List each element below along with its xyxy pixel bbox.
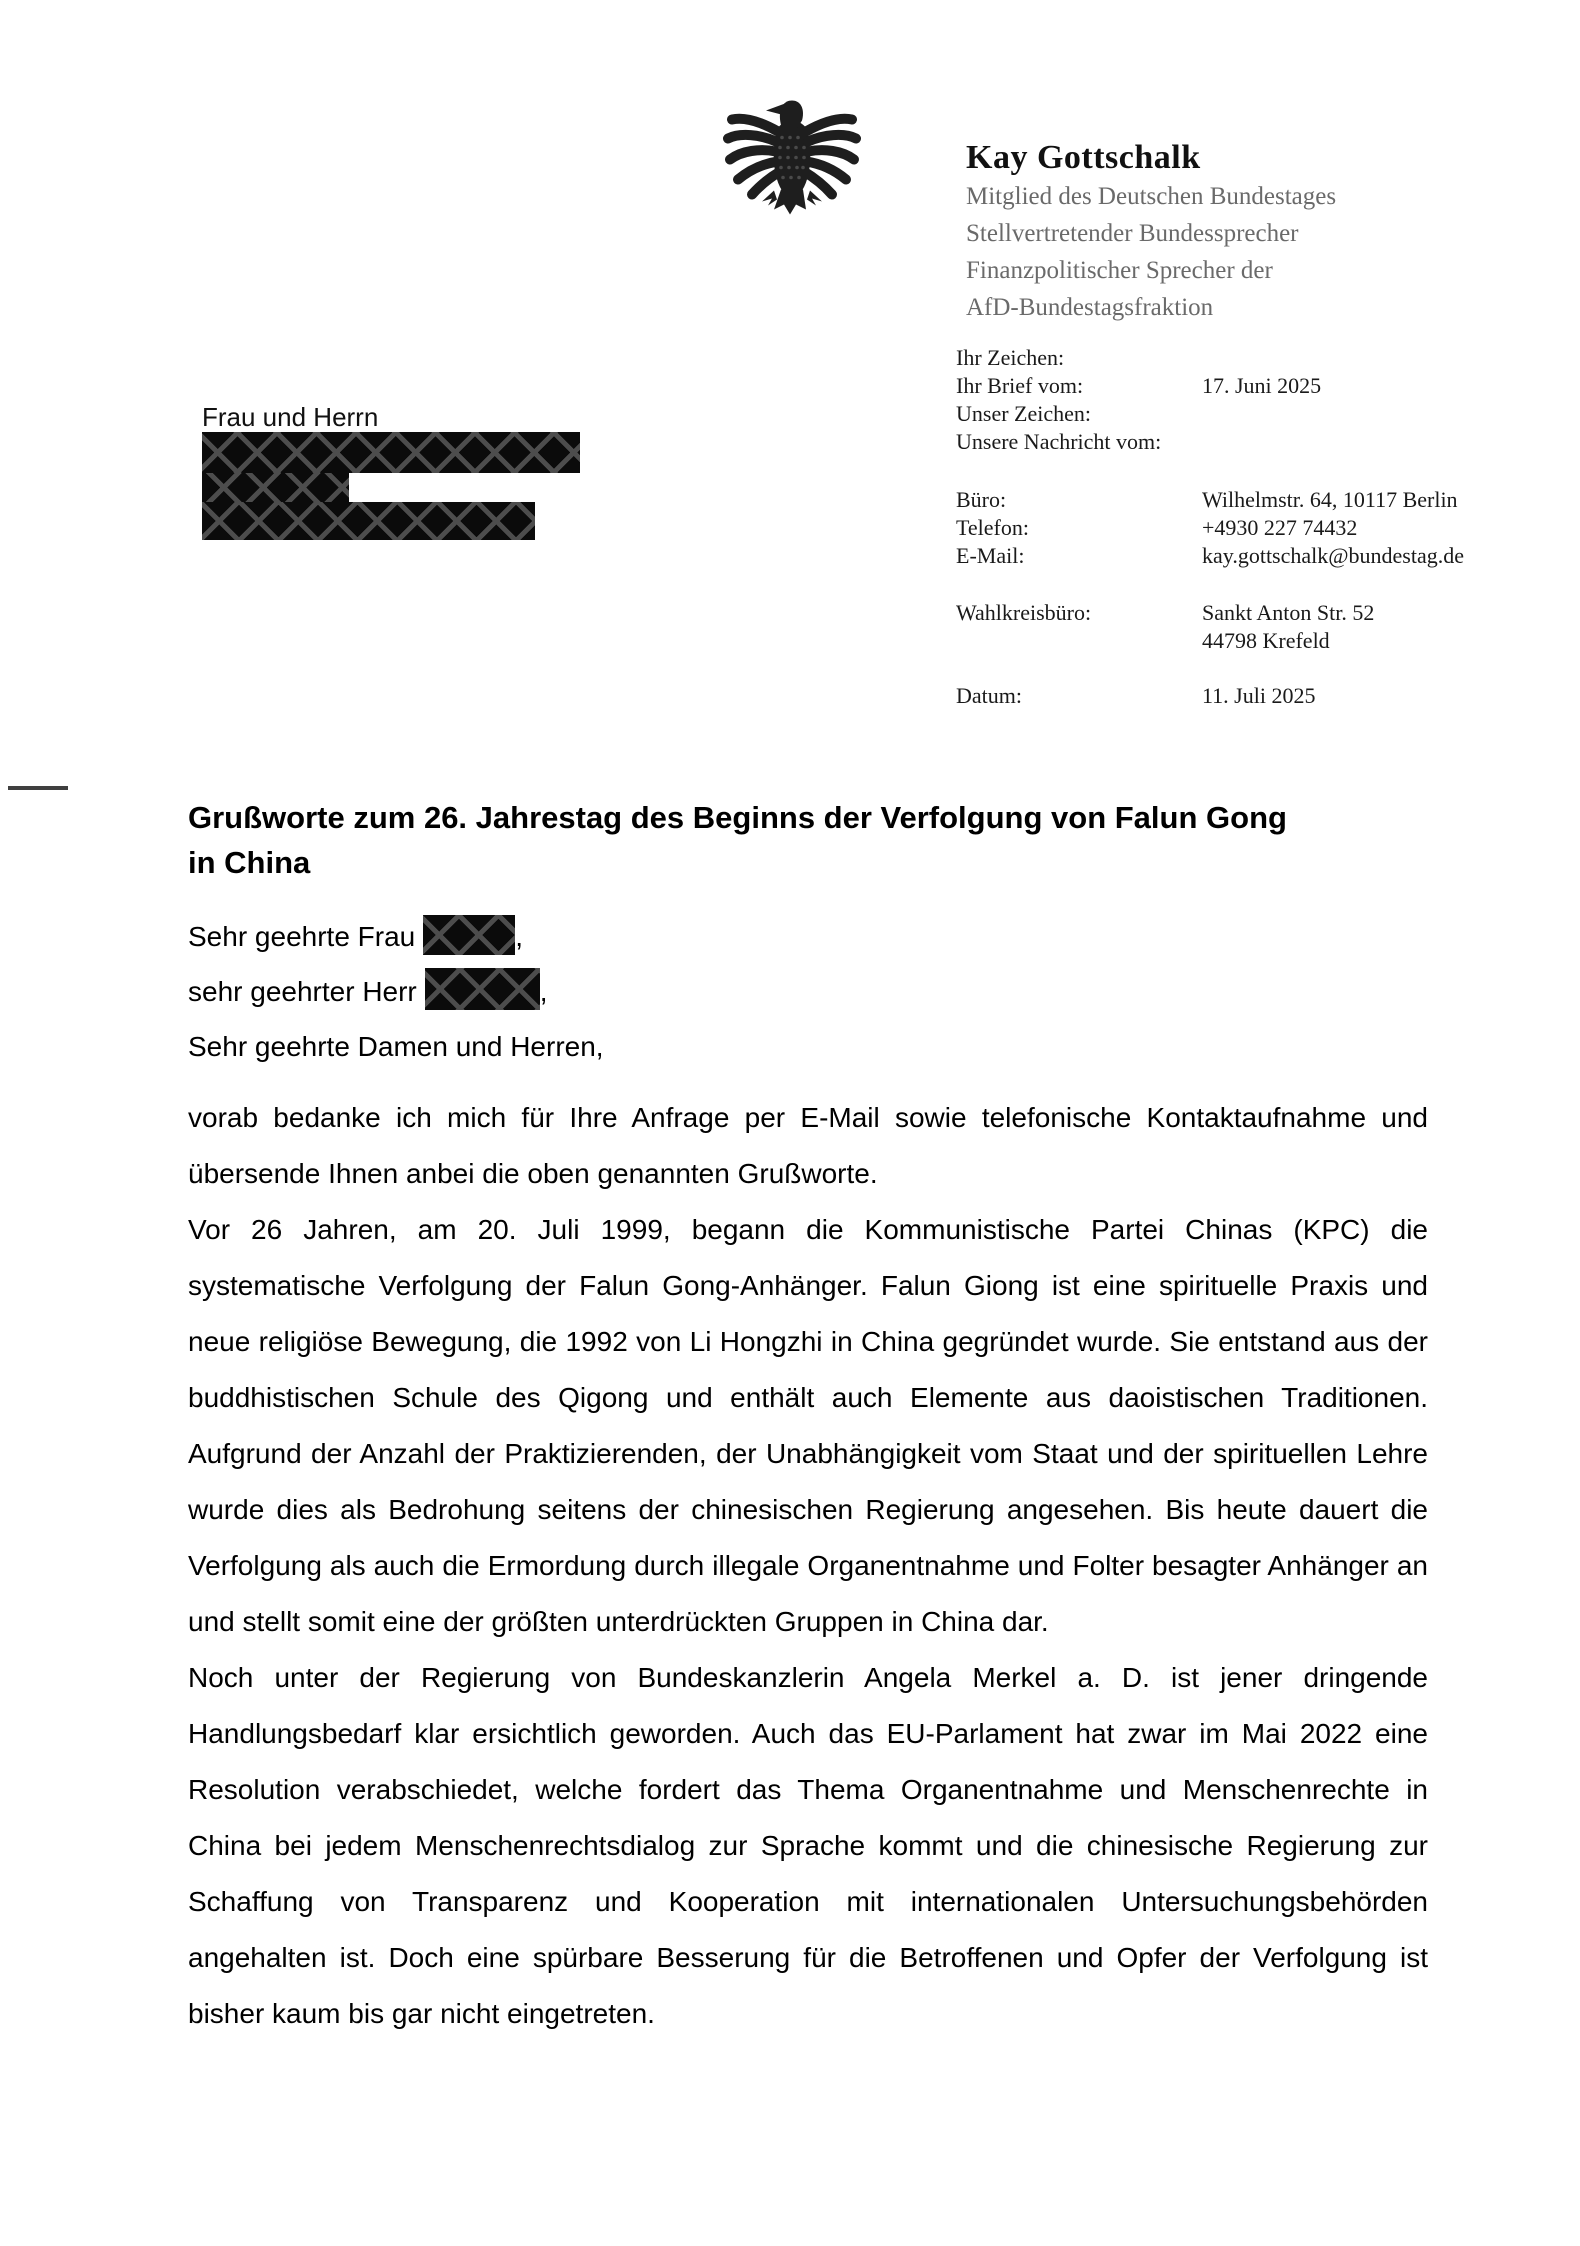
- subject-line: Grußworte zum 26. Jahrestag des Beginns der Verfolgung von Falun Gong in China: [188, 800, 1287, 880]
- letter-date: 11. Juli 2025: [1202, 683, 1316, 708]
- paragraph: Noch unter der Regierung von Bundeskanzlerin Angela Merkel a. D. ist jener dringende Handlungsbedarf klar ersichtlich geworden. Auch das EU-Parlament hat zwar im Mai 2022 eine Resolution verabschiedet, welche fordert das Thema Organentnahme und Menschenrechte in China bei jedem Menschenrechtsdialog zur Sprache kommt und die chinesische Regierung zur Schaffung von Transparenz und Kooperation mit internationalen Untersuchungsbehörden angehalten ist. Doch eine spürbare Besserung für die Betroffenen und Opfer der Verfolgung ist bisher kaum bis gar nicht eingetreten.: [188, 1662, 1428, 2029]
- meta-spacer: [956, 456, 1516, 486]
- recipient-salutation-line: Frau und Herrn: [202, 402, 379, 432]
- salutation-comma: ,: [539, 976, 548, 1007]
- salutation-herr: [188, 964, 1428, 1019]
- recipient-address: [202, 402, 580, 540]
- redacted-recipient-city: [202, 502, 535, 540]
- redacted-recipient-street: [202, 473, 349, 502]
- sender-role: Finanzpolitischer Sprecher der: [966, 257, 1273, 284]
- sender-role: Mitglied des Deutschen Bundestages: [966, 183, 1337, 210]
- redacted-name-frau: [423, 915, 515, 955]
- phone-number: +4930 227 74432: [1202, 515, 1358, 540]
- paragraph: vorab bedanke ich mich für Ihre Anfrage per E-Mail sowie telefonische Kontaktaufnahme und übersende Ihnen anbei die oben genannten Grußworte.: [188, 1102, 1428, 1189]
- meta-row-wahlkreisbuero: [956, 599, 1516, 627]
- meta-label: Büro:: [956, 487, 1007, 512]
- salutation-block: [188, 909, 1428, 1074]
- meta-value: 17. Juni 2025: [1202, 373, 1322, 398]
- meta-label: Ihr Zeichen:: [956, 345, 1065, 370]
- salutation-comma: ,: [515, 921, 524, 952]
- meta-label: Unser Zeichen:: [956, 401, 1091, 426]
- meta-row-email: [956, 542, 1516, 570]
- salutation-frau: [188, 909, 1428, 964]
- office-address: Wilhelmstr. 64, 10117 Berlin: [1202, 487, 1458, 512]
- meta-row-ihr-brief-vom: [956, 372, 1516, 400]
- sender-role: AfD-Bundestagsfraktion: [966, 294, 1214, 321]
- meta-row-wahlkreisbuero-city: [956, 627, 1516, 655]
- meta-label: [956, 627, 1202, 655]
- salutation-damen-herren: Sehr geehrte Damen und Herren,: [188, 1031, 604, 1062]
- bundestag-eagle-icon: [722, 92, 862, 220]
- paragraph: Vor 26 Jahren, am 20. Juli 1999, begann die Kommunistische Partei Chinas (KPC) die systematische Verfolgung der Falun Gong-Anhänger. Falun Giong ist eine spirituelle Praxis und neue religiöse Bewegung, die 1992 von Li Hongzhi in China gegründet wurde. Sie entstand aus der buddhistischen Schule des Qigong und enthält auch Elemente aus daoistischen Traditionen. Aufgrund der Anzahl der Praktizierenden, der Unabhängigkeit vom Staat und der spirituellen Lehre wurde dies als Bedrohung seitens der chinesischen Regierung angesehen. Bis heute dauert die Verfolgung als auch die Ermordung durch illegale Organentnahme und Folter besagter Anhänger an und stellt somit eine der größten unterdrückten Gruppen in China dar.: [188, 1214, 1428, 1637]
- district-office-city: 44798 Krefeld: [1202, 628, 1330, 653]
- fold-mark: [8, 786, 68, 790]
- meta-label: Telefon:: [956, 515, 1029, 540]
- meta-row-buero: [956, 486, 1516, 514]
- letter-body: [188, 1090, 1428, 2042]
- meta-label: Datum:: [956, 683, 1022, 708]
- meta-row-unser-zeichen: [956, 400, 1516, 428]
- meta-spacer: [956, 570, 1516, 599]
- meta-value: [1202, 428, 1516, 456]
- meta-label: Unsere Nachricht vom:: [956, 429, 1162, 454]
- meta-row-unsere-nachricht: [956, 428, 1516, 456]
- meta-row-telefon: [956, 514, 1516, 542]
- salutation-text: sehr geehrter Herr: [188, 976, 417, 1007]
- sender-name: Kay Gottschalk: [966, 139, 1201, 176]
- redacted-recipient-name: [202, 432, 580, 473]
- meta-row-datum: [956, 682, 1516, 710]
- meta-label: Ihr Brief vom:: [956, 373, 1084, 398]
- meta-row-ihr-zeichen: [956, 344, 1516, 372]
- redacted-name-herr: [425, 968, 540, 1010]
- letterhead: [966, 138, 1526, 326]
- meta-value: [1202, 400, 1516, 428]
- meta-block: [956, 344, 1516, 710]
- district-office-street: Sankt Anton Str. 52: [1202, 600, 1375, 625]
- letter-content: [188, 795, 1428, 2042]
- email-address: kay.gottschalk@bundestag.de: [1202, 543, 1464, 568]
- sender-role: Stellvertretender Bundessprecher: [966, 220, 1299, 247]
- meta-label: E-Mail:: [956, 543, 1025, 568]
- meta-value: [1202, 344, 1516, 372]
- meta-spacer: [956, 655, 1516, 682]
- salutation-text: Sehr geehrte Frau: [188, 921, 416, 952]
- meta-label: Wahlkreisbüro:: [956, 600, 1092, 625]
